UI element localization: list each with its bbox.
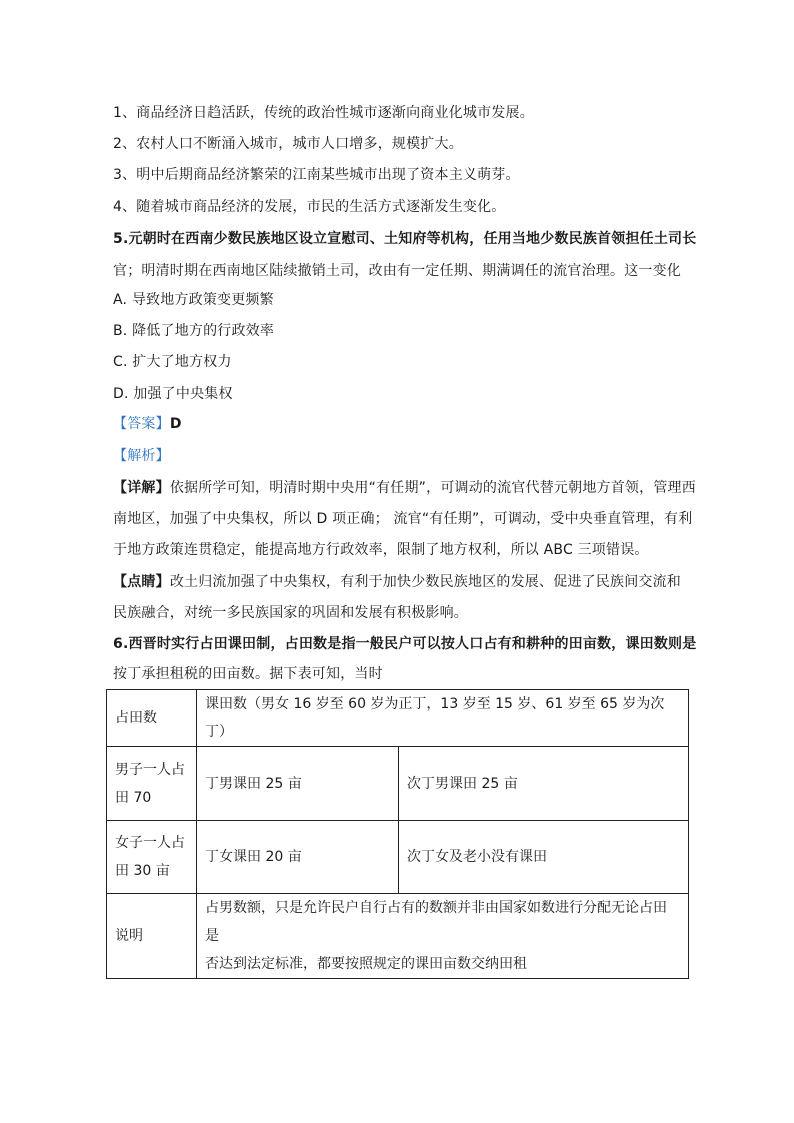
cell-text: 田 70: [115, 789, 152, 806]
cell-male-ding: 丁男课田 25 亩: [197, 747, 399, 821]
q5-stem-line1: 5.元朝时在西南少数民族地区设立宣慰司、土知府等机构，任用当地少数民族首领担任土司长: [113, 231, 697, 247]
cell-text: 女子一人占: [115, 835, 185, 851]
q5-answer: [113, 414, 703, 434]
cell-female-ding: 丁女课田 20 亩: [197, 821, 399, 894]
q5-detail-line2: 南地区，加强了中央集权，所以 D 项正确； 流官“有任期”，可调动，受中央垂直管理，有利: [113, 511, 693, 527]
cell-female-ciding: 次丁女及老小没有课田: [399, 821, 689, 894]
q6-stem-line1: 6.西晋时实行占田课田制，占田数是指一般民户可以按人口占有和耕种的田亩数，课田数则是: [113, 636, 697, 652]
q5-point-line1: [113, 572, 703, 592]
q5-point-line2: 民族融合，对统一多民族国家的巩固和发展有积极影响。: [113, 605, 468, 621]
q5-stem-line2: 官；明清时期在西南地区陆续撤销土司，改由有一定任期、期满调任的流官治理。这一变化: [113, 263, 681, 279]
answer-tag: 【答案】: [113, 416, 170, 432]
q5-option-a: A. 导致地方政策变更频繁: [113, 292, 274, 308]
q5-option-c: C. 扩大了地方权力: [113, 354, 232, 370]
cell-female-zhantian: [107, 821, 197, 894]
cell-note-label: 说明: [107, 894, 197, 979]
point-text-1: 改土归流加强了中央集权，有利于加快少数民族地区的发展、促进了民族间交流和: [169, 574, 682, 590]
header-zhantian: 占田数: [107, 690, 197, 747]
q5-option-b: B. 降低了地方的行政效率: [113, 323, 275, 339]
point-2: 2、农村人口不断涌入城市，城市人口增多，规模扩大。: [113, 136, 463, 152]
detail-text-1: 依据所学可知，明清时期中央用“有任期”，可调动的流官代替元朝地方首领，管理西: [169, 480, 696, 496]
q5-detail-line1: [113, 478, 703, 498]
table-row-female: [107, 821, 689, 894]
table-header-row: [107, 690, 689, 747]
header-ketian: 课田数（男女 16 岁至 60 岁为正丁，13 岁至 15 岁、61 岁至 65 岁为次丁）: [197, 690, 689, 747]
q5-detail-line3: 于地方政策连贯稳定，能提高地方行政效率，限制了地方权利，所以 ABC 三项错误。: [113, 542, 649, 558]
point-1: 1、商品经济日趋活跃，传统的政治性城市逐渐向商业化城市发展。: [113, 105, 534, 121]
q6-stem-line2: 按丁承担租税的田亩数。据下表可知，当时: [113, 666, 383, 682]
cell-note-text: [197, 894, 689, 979]
cell-text: 占男数额，只是允许民户自行占有的数额并非由国家如数进行分配无论占田是: [205, 900, 667, 944]
answer-value: D: [169, 416, 182, 432]
point-tag: 【点睛】: [113, 574, 170, 590]
cell-text: 男子一人占: [115, 761, 185, 778]
point-3: 3、明中后期商品经济繁荣的江南某些城市出现了资本主义萌芽。: [113, 167, 520, 183]
tian-table: [106, 689, 689, 979]
cell-text: 田 30 亩: [115, 863, 170, 879]
cell-text: 否达到法定标准，都要按照规定的课田亩数交纳田租: [205, 956, 527, 972]
q5-option-d: D. 加强了中央集权: [113, 386, 233, 402]
cell-male-zhantian: [107, 747, 197, 821]
table-row-male: [107, 747, 689, 821]
point-4: 4、随着城市商品经济的发展，市民的生活方式逐渐发生变化。: [113, 199, 506, 215]
detail-tag: 【详解】: [113, 480, 170, 496]
table-row-note: [107, 894, 689, 979]
analysis-tag: 【解析】: [113, 448, 170, 464]
q5-analysis-tag: [113, 446, 703, 466]
cell-male-ciding: 次丁男课田 25 亩: [399, 747, 689, 821]
